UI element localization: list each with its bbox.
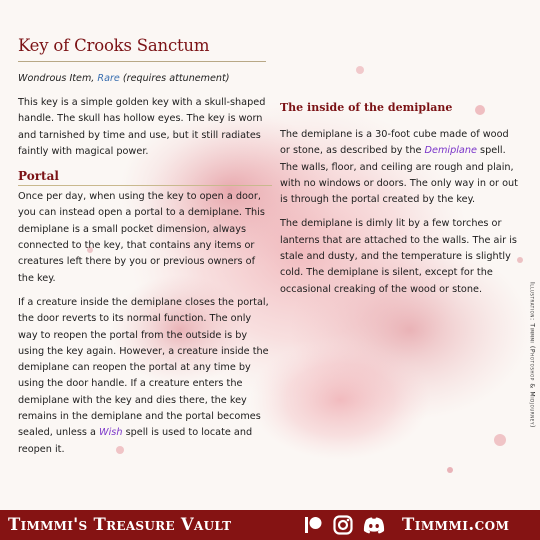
patreon-icon[interactable] bbox=[302, 514, 324, 536]
footer-website[interactable]: Timmmi.com bbox=[402, 515, 510, 534]
illustration-credit: Illustration: Timmmi (Photoshop & Midjourney) bbox=[528, 281, 536, 429]
left-column bbox=[18, 72, 272, 466]
footer-brand: Timmmi's Treasure Vault bbox=[8, 515, 232, 534]
item-subtitle bbox=[18, 72, 272, 86]
portal-heading: Portal bbox=[18, 168, 272, 186]
portal-p2-text-a: If a creature inside the demiplane closes the portal, the door reverts to its normal function. The only way to reopen the portal from the outside is by using the key again. However, a creature inside the demiplane can reopen the portal at any time by using the door handle. If a creature enters the demiplane with the key and dies there, the key remains in the demiplane and the portal becomes sealed, unless a bbox=[18, 296, 269, 439]
demiplane-p1-text-b: spell. The walls, floor, and ceiling are rough and plain, with no windows or doors. The only way in or out is through the portal created by the key. bbox=[280, 145, 518, 206]
footer-bar bbox=[0, 510, 540, 540]
title-rule bbox=[18, 61, 266, 62]
item-attunement: (requires attunement) bbox=[122, 73, 230, 84]
demiplane-heading: The inside of the demiplane bbox=[280, 101, 453, 114]
portal-p2-text-b: spell is used to locate and reopen it. bbox=[18, 427, 253, 455]
demiplane-paragraph-1 bbox=[280, 127, 518, 208]
item-description: This key is a simple golden key with a skull-shaped handle. The skull has hollow eyes. The key is worn and tarnished by time and use, but it still radiates faintly with magical power. bbox=[18, 97, 266, 157]
item-rarity: Rare bbox=[97, 73, 120, 84]
item-type: Wondrous Item, bbox=[18, 73, 95, 84]
demiplane-spell-link[interactable]: Demiplane bbox=[424, 145, 477, 157]
right-column bbox=[280, 100, 518, 306]
demiplane-p1-text-a: The demiplane is a 30-foot cube made of wood or stone, as described by the bbox=[280, 129, 509, 157]
discord-icon[interactable] bbox=[362, 514, 386, 536]
portal-paragraph-2 bbox=[18, 295, 272, 458]
instagram-icon[interactable] bbox=[332, 514, 354, 536]
social-icons bbox=[302, 514, 386, 536]
demiplane-paragraph-2: The demiplane is dimly lit by a few torches or lanterns that are attached to the walls. The air is stale and dusty, and the temperature is slightly cold. The demiplane is silent, except for the occasional creaking of the wood or stone. bbox=[280, 218, 517, 295]
wish-spell-link[interactable]: Wish bbox=[99, 427, 123, 439]
portal-paragraph-1: Once per day, when using the key to open a door, you can instead open a portal to a demiplane. This demiplane is a small pocket dimension, always connected to the key, that contains any items or creatures left there by you or previous owners of the key. bbox=[18, 191, 265, 284]
item-title: Key of Crooks Sanctum bbox=[18, 36, 210, 55]
